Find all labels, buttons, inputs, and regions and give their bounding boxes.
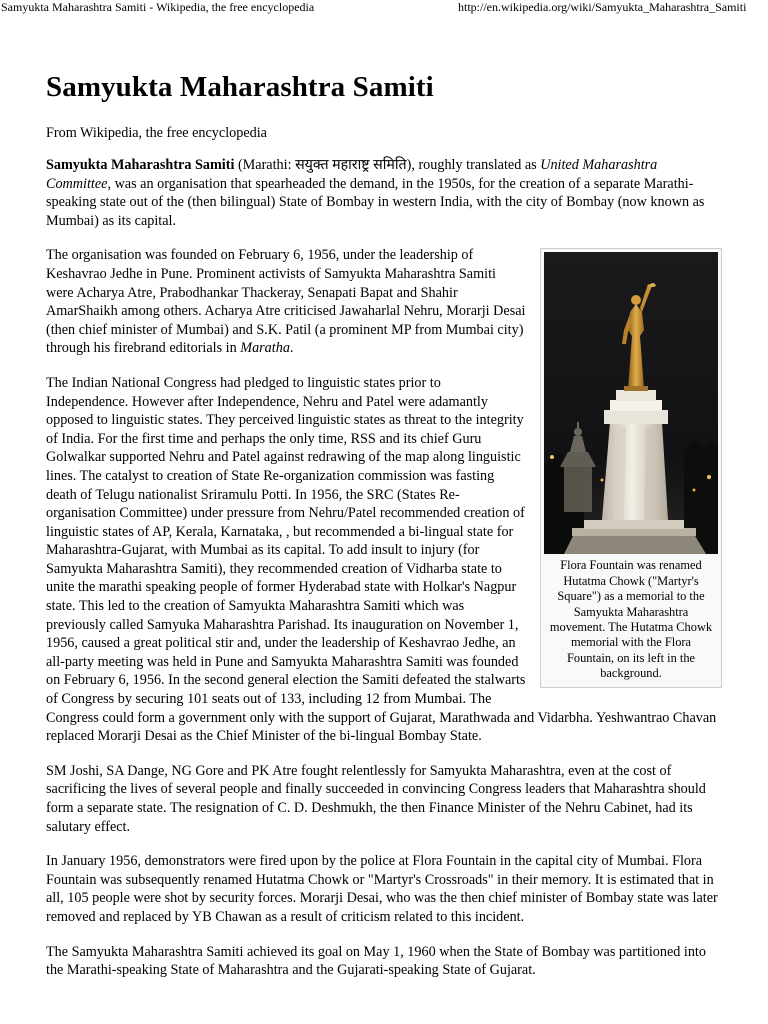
print-header-url: http://en.wikipedia.org/wiki/Samyukta_Maharashtra_Samiti: [458, 0, 747, 14]
page-title: Samyukta Maharashtra Samiti: [46, 71, 434, 103]
paragraph-founded-italic: Maratha: [240, 340, 290, 357]
paragraph-founded-text: The organisation was founded on February 6, 1956, under the leadership of Keshavrao Jedhe in Pune. Prominent activists of Samyukta Maharashtra Samiti were Acharya Atre, Prabodhankar Thackeray, Senapati Bapat and Shahir AmarShaikh among others. Acharya Atre criticised Jawaharlal Nehru, Morarji Desai (then chief minister of Mumbai) and S.K. Patil (a prominent MP from Mumbai city) through his firebrand editorials in: [46, 247, 526, 357]
site-subtitle: From Wikipedia, the free encyclopedia: [46, 125, 267, 141]
intro-paragraph: [46, 156, 722, 230]
intro-marathi-name: सयुक्त महाराष्ट्र समिति: [295, 157, 407, 173]
paragraph-goal: The Samyukta Maharashtra Samiti achieved its goal on May 1, 1960 when the State of Bombay was partitioned into the Marathi-speaking State of Maharashtra and the Gujarati-speaking State of Gujarat.: [46, 943, 706, 979]
paragraph-joshi: SM Joshi, SA Dange, NG Gore and PK Atre fought relentlessly for Samyukta Maharashtra, even at the cost of sacrificing the lives of several people and finally succeeded in convincing Congress leaders that Maharashtra should form a separate state. The resignation of C. D. Deshmukh, the then Finance Minister of the Nehru Cabinet, had its salutary effect.: [46, 762, 706, 835]
intro-translated-name: United Maharashtra Committee: [46, 157, 658, 192]
intro-translated-prefix: ), roughly translated as: [406, 157, 541, 173]
figure-thumbnail: [540, 248, 722, 687]
paragraph-congress: The Indian National Congress had pledged to linguistic states prior to Independence. However after Independence, Nehru and Patel were adamantly opposed to linguistic states. They perceived linguistic states as threat to the integrity of India. For the first time and perhaps the only time, RSS and its chief Guru Golwalkar supported Nehru and Patel against redrawing of the map along linguistic lines. The catalyst to creation of State Re-organization commission was fasting death of Telugu nationalist Sriramulu Potti. In 1956, the SRC (States Re-organisation Committee) under pressure from Nehru/Patel recommended creation of linguistic states of AP, Kerala, Karnataka, , but recommended a bi-lingual state for Maharashtra-Gujarat, with Mumbai as its capital. To add insult to injury (for Samyukta Maharashtra Samiti), they recommended creation of Vidharba state to unite the marathi speaking people of former Hyderabad state with Holkar's Nagpur state. This led to the creation of Samyukta Maharashtra Samiti which was previously called Samyuka Maharashtra Parishad. Its inauguration on November 1, 1956, caused a great political stir and, under the leadership of Keshavrao Jedhe, an all-party meeting was held in Pune and Samyukta Maharashtra Samiti was founded on February 6, 1956. In the second general election the Samiti defeated the stalwarts of Congress by securing 101 seats out of 133, including 12 from Mumbai. The Congress could form a government only with the support of Gujarat, Marathwada and Vidarbha. Yeshwantrao Chavan replaced Morarji Desai as the Chief Minister of the bi-lingual Bombay State.: [46, 374, 717, 745]
intro-marathi-prefix: (Marathi:: [234, 157, 296, 173]
intro-bold-name: Samyukta Maharashtra Samiti: [46, 157, 235, 173]
intro-rest: , was an organisation that spearheaded the demand, in the 1950s, for the creation of a separate Marathi-speaking state out of the (then bilingual) State of Bombay in western India, with the city of Bombay (now known as Mumbai) as its capital.: [46, 175, 705, 229]
print-header-page-title: Samyukta Maharashtra Samiti - Wikipedia, the free encyclopedia: [1, 0, 315, 14]
paragraph-founded-end: .: [289, 340, 294, 357]
hutatma-chowk-photo[interactable]: [544, 252, 718, 554]
article-content: [46, 70, 722, 980]
print-header: [0, 0, 768, 16]
paragraph-flora-fountain: In January 1956, demonstrators were fired upon by the police at Flora Fountain in the capital city of Mumbai. Flora Fountain was subsequently renamed Hutatma Chowk or "Martyr's Crossroads" in their memory. It is estimated that in all, 105 people were shot by security forces. Morarji Desai, who was the then chief minister of Bombay state was later removed and replaced by YB Chawan as a result of criticism related to this incident.: [46, 853, 718, 925]
figure-caption: Flora Fountain was renamed Hutatma Chowk ("Martyr's Square") as a memorial to the Samyukta Maharashtra movement. The Hutatma Chowk memorial with the Flora Fountain, on its left in the background.: [549, 558, 713, 681]
